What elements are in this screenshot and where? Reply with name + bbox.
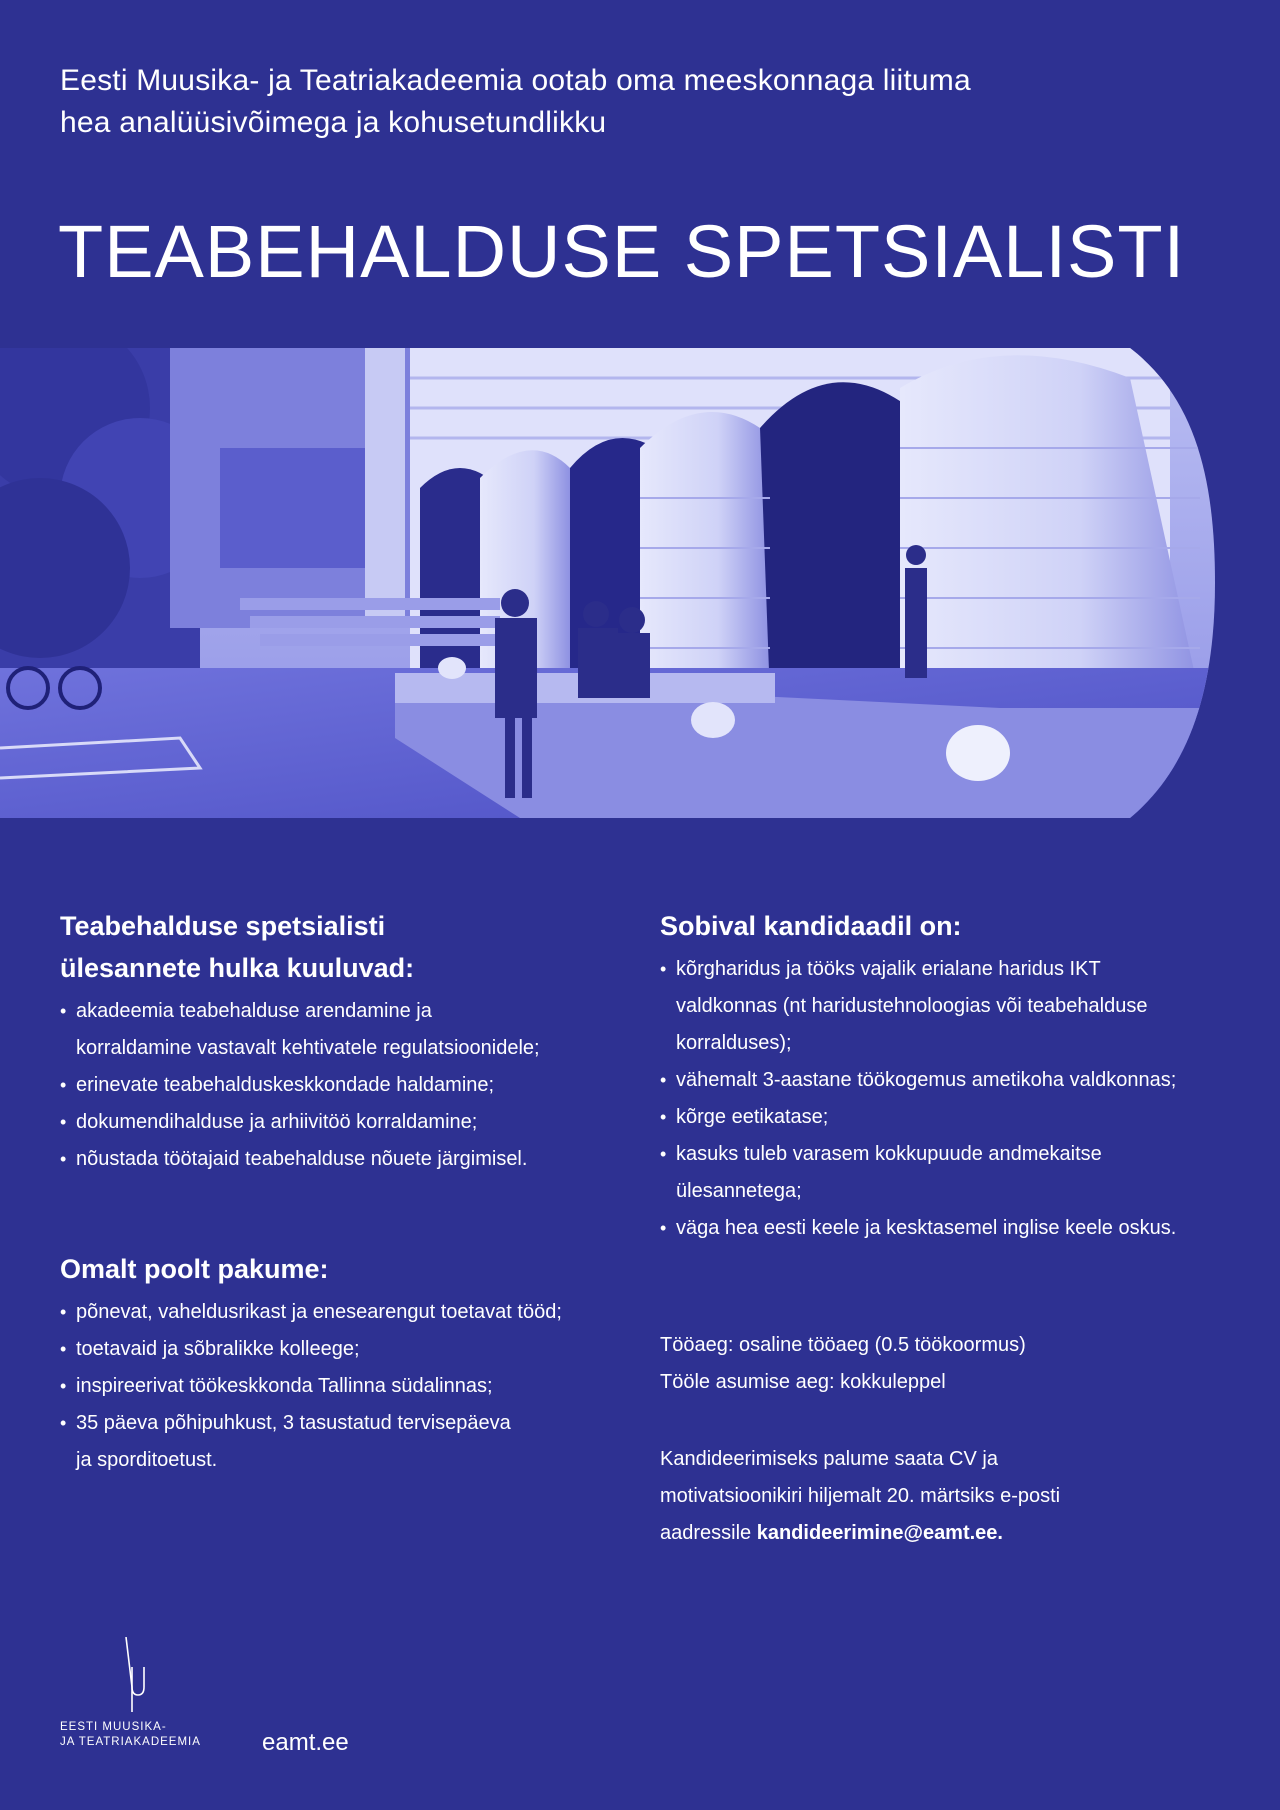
work-start: Tööle asumise aeg: kokkuleppel [660,1371,946,1393]
offer-list [60,1294,640,1479]
logo-line-1: EESTI MUUSIKA- [60,1721,167,1733]
apply-line-3: aadressile kandideerimine@eamt.ee. [660,1522,1003,1544]
tasks-heading [60,905,640,989]
left-column [60,905,640,1479]
email-link[interactable]: kandideerimine@eamt.ee. [756,1522,1003,1544]
list-item: • kõrge eetikatase; [660,1099,1260,1136]
intro-line-1: Eesti Muusika- ja Teatriakadeemia ootab oma meeskonnaga liituma [60,64,971,97]
list-item: • toetavaid ja sõbralikke kolleege; [60,1331,640,1368]
job-title: TEABEHALDUSE SPETSIALISTI [58,210,1186,293]
academy-logo [60,1637,240,1750]
list-item: • erinevate teabehalduskeskkondade haldamine; [60,1067,640,1104]
apply-info [660,1441,1260,1552]
tuning-fork-icon [120,1637,150,1712]
candidate-section [660,905,1260,1247]
list-item: • 35 päeva põhipuhkust, 3 tasustatud tervisepäeva ja sporditoetust. [60,1405,640,1479]
list-item: • väga hea eesti keele ja kesktasemel inglise keele oskus. [660,1210,1260,1247]
work-time: Tööaeg: osaline tööaeg (0.5 töökoormus) [660,1334,1026,1356]
logo-text [60,1720,240,1750]
intro-line-2: hea analüüsivõimega ja kohusetundlikku [60,106,607,139]
list-item: • kasuks tuleb varasem kokkupuude andmekaitse ülesannetega; [660,1136,1260,1210]
candidate-heading: Sobival kandidaadil on: [660,911,962,941]
intro-text [60,60,1220,144]
list-item: • dokumendihalduse ja arhiivitöö korraldamine; [60,1104,640,1141]
offer-heading: Omalt poolt pakume: [60,1254,329,1284]
tasks-list [60,993,640,1178]
right-column [660,905,1260,1552]
list-item: • akadeemia teabehalduse arendamine ja korraldamine vastavalt kehtivatele regulatsioonidele; [60,993,640,1067]
candidate-list [660,951,1260,1247]
list-item: • kõrgharidus ja tööks vajalik erialane haridus IKT valdkonnas (nt haridustehnoloogias või teabehalduse korralduses); [660,951,1260,1062]
list-item: • inspireerivat töökeskkonda Tallinna südalinnas; [60,1368,640,1405]
logo-line-2: JA TEATRIAKADEEMIA [60,1736,201,1748]
offer-section [60,1248,640,1479]
building-photo [0,348,1215,818]
tasks-heading-line-2: ülesannete hulka kuuluvad: [60,953,415,983]
list-item: • nõustada töötajaid teabehalduse nõuete järgimisel. [60,1141,640,1178]
tasks-heading-line-1: Teabehalduse spetsialisti [60,911,386,941]
list-item: • vähemalt 3-aastane töökogemus ametikoha valdkonnas; [660,1062,1260,1099]
apply-line-2: motivatsioonikiri hiljemalt 20. märtsiks e-posti [660,1485,1061,1507]
apply-line-1: Kandideerimiseks palume saata CV ja [660,1448,998,1470]
work-details [660,1327,1260,1401]
website-link[interactable]: eamt.ee [262,1729,349,1756]
tasks-section [60,905,640,1178]
list-item: • põnevat, vaheldusrikast ja enesearengut toetavat tööd; [60,1294,640,1331]
